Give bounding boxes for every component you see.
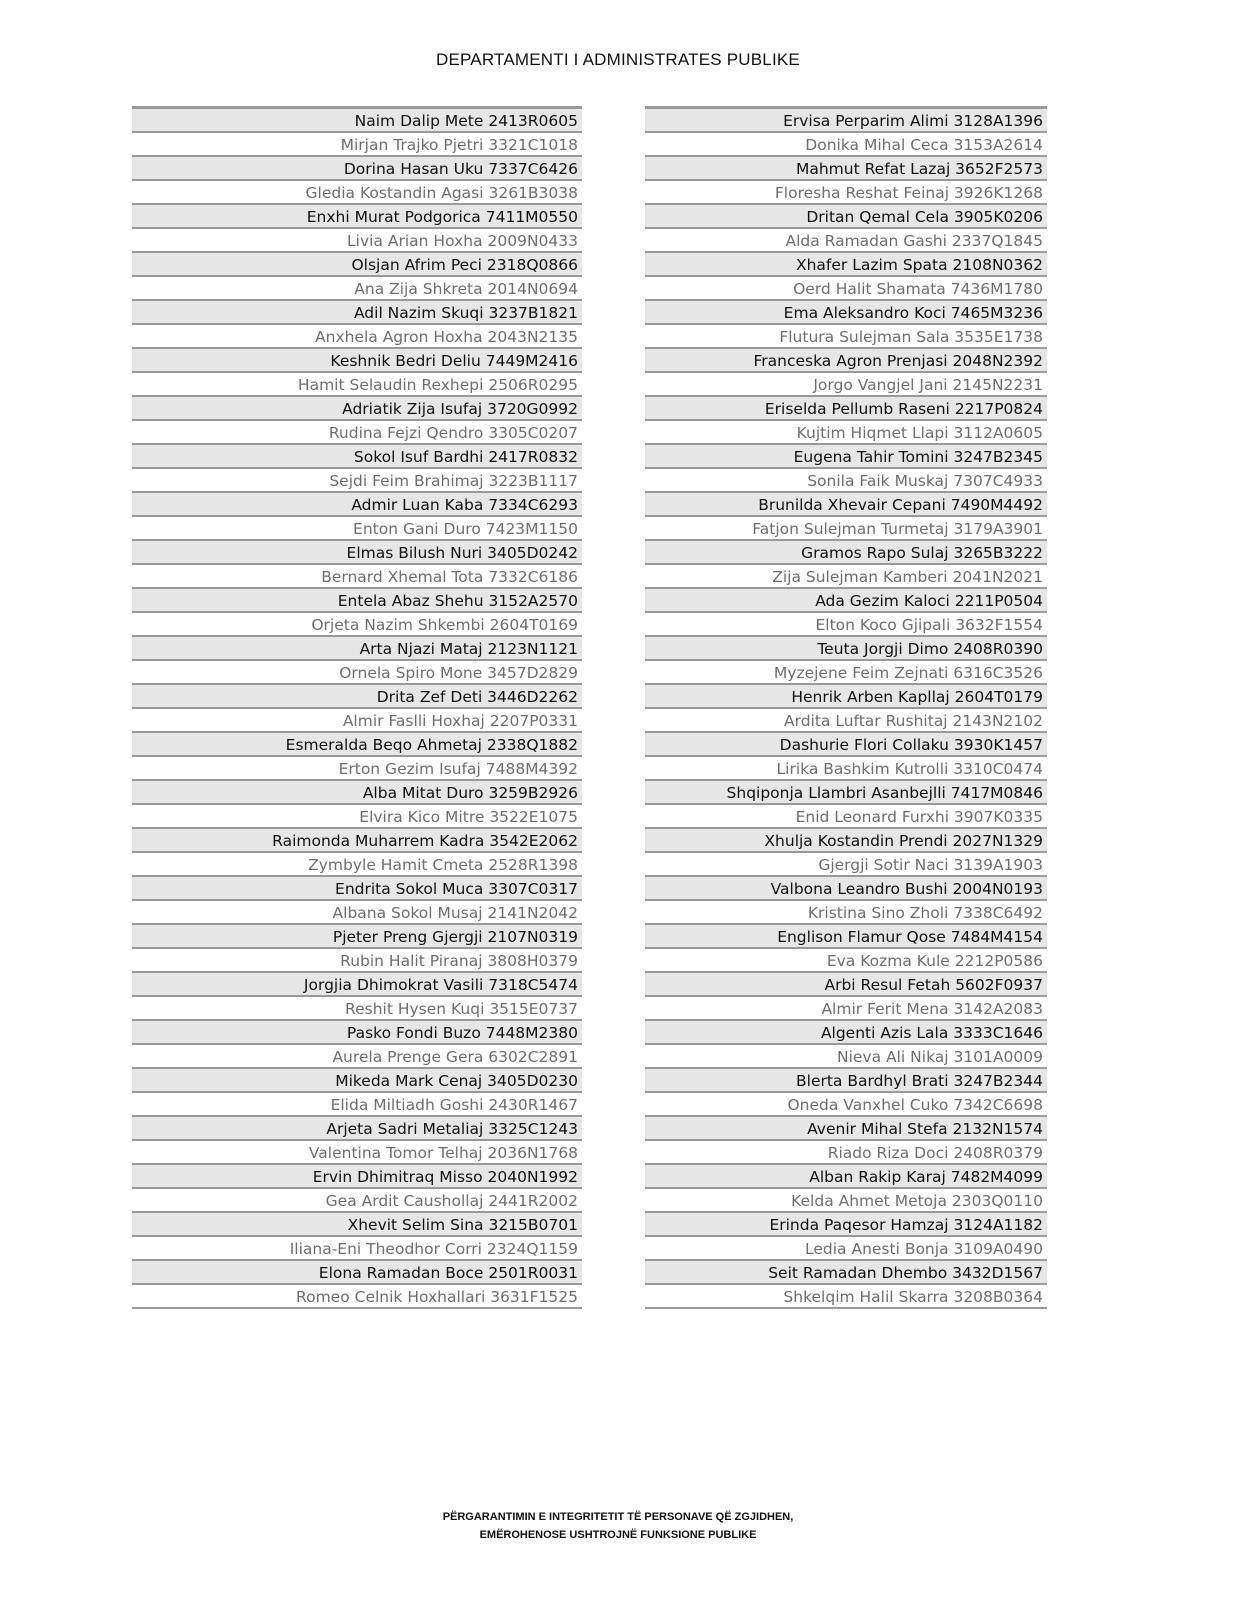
list-item: Xhevit Selim Sina 3215B0701: [132, 1213, 582, 1237]
right-name-list: [645, 106, 1047, 1309]
list-item: Rudina Fejzi Qendro 3305C0207: [132, 421, 582, 445]
list-item: Iliana-Eni Theodhor Corri 2324Q1159: [132, 1237, 582, 1261]
list-item: Avenir Mihal Stefa 2132N1574: [645, 1117, 1047, 1141]
footer-line-1: PËRGARANTIMIN E INTEGRITETIT TË PERSONAVE QË ZGJIDHEN,: [442, 1511, 794, 1523]
list-item: Adil Nazim Skuqi 3237B1821: [132, 301, 582, 325]
list-item: Ardita Luftar Rushitaj 2143N2102: [645, 709, 1047, 733]
list-item: Almir Faslli Hoxhaj 2207P0331: [132, 709, 582, 733]
list-item: Elmas Bilush Nuri 3405D0242: [132, 541, 582, 565]
list-item: Mirjan Trajko Pjetri 3321C1018: [132, 133, 582, 157]
list-item: Shkelqim Halil Skarra 3208B0364: [645, 1285, 1047, 1309]
list-item: Naim Dalip Mete 2413R0605: [132, 109, 582, 133]
list-item: Ervin Dhimitraq Misso 2040N1992: [132, 1165, 582, 1189]
list-item: Dritan Qemal Cela 3905K0206: [645, 205, 1047, 229]
list-item: Admir Luan Kaba 7334C6293: [132, 493, 582, 517]
list-item: Xhulja Kostandin Prendi 2027N1329: [645, 829, 1047, 853]
list-item: Kristina Sino Zholi 7338C6492: [645, 901, 1047, 925]
list-item: Jorgjia Dhimokrat Vasili 7318C5474: [132, 973, 582, 997]
footer-line-2: EMËROHENOSE USHTROJNË FUNKSIONE PUBLIKE: [479, 1529, 757, 1541]
list-item: Aurela Prenge Gera 6302C2891: [132, 1045, 582, 1069]
list-item: Pjeter Preng Gjergji 2107N0319: [132, 925, 582, 949]
list-item: Erton Gezim Isufaj 7488M4392: [132, 757, 582, 781]
list-item: Blerta Bardhyl Brati 3247B2344: [645, 1069, 1047, 1093]
list-item: Ana Zija Shkreta 2014N0694: [132, 277, 582, 301]
list-item: Entela Abaz Shehu 3152A2570: [132, 589, 582, 613]
list-item: Raimonda Muharrem Kadra 3542E2062: [132, 829, 582, 853]
list-item: Alba Mitat Duro 3259B2926: [132, 781, 582, 805]
list-item: Ervisa Perparim Alimi 3128A1396: [645, 109, 1047, 133]
list-item: Sokol Isuf Bardhi 2417R0832: [132, 445, 582, 469]
list-item: Eriselda Pellumb Raseni 2217P0824: [645, 397, 1047, 421]
list-item: Elton Koco Gjipali 3632F1554: [645, 613, 1047, 637]
list-item: Drita Zef Deti 3446D2262: [132, 685, 582, 709]
list-item: Valentina Tomor Telhaj 2036N1768: [132, 1141, 582, 1165]
left-name-list: [132, 106, 582, 1309]
list-item: Ema Aleksandro Koci 7465M3236: [645, 301, 1047, 325]
list-item: Kelda Ahmet Metoja 2303Q0110: [645, 1189, 1047, 1213]
list-item: Shqiponja Llambri Asanbejlli 7417M0846: [645, 781, 1047, 805]
list-item: Valbona Leandro Bushi 2004N0193: [645, 877, 1047, 901]
list-item: Dashurie Flori Collaku 3930K1457: [645, 733, 1047, 757]
list-item: Brunilda Xhevair Cepani 7490M4492: [645, 493, 1047, 517]
list-item: Zymbyle Hamit Cmeta 2528R1398: [132, 853, 582, 877]
list-item: Esmeralda Beqo Ahmetaj 2338Q1882: [132, 733, 582, 757]
list-item: Arjeta Sadri Metaliaj 3325C1243: [132, 1117, 582, 1141]
list-item: Donika Mihal Ceca 3153A2614: [645, 133, 1047, 157]
list-item: Albana Sokol Musaj 2141N2042: [132, 901, 582, 925]
list-item: Alda Ramadan Gashi 2337Q1845: [645, 229, 1047, 253]
list-item: Flutura Sulejman Sala 3535E1738: [645, 325, 1047, 349]
list-item: Oerd Halit Shamata 7436M1780: [645, 277, 1047, 301]
list-item: Algenti Azis Lala 3333C1646: [645, 1021, 1047, 1045]
list-item: Floresha Reshat Feinaj 3926K1268: [645, 181, 1047, 205]
list-item: Rubin Halit Piranaj 3808H0379: [132, 949, 582, 973]
list-item: Gea Ardit Caushollaj 2441R2002: [132, 1189, 582, 1213]
list-item: Olsjan Afrim Peci 2318Q0866: [132, 253, 582, 277]
list-item: Orjeta Nazim Shkembi 2604T0169: [132, 613, 582, 637]
list-item: Fatjon Sulejman Turmetaj 3179A3901: [645, 517, 1047, 541]
list-item: Endrita Sokol Muca 3307C0317: [132, 877, 582, 901]
list-item: Keshnik Bedri Deliu 7449M2416: [132, 349, 582, 373]
list-item: Romeo Celnik Hoxhallari 3631F1525: [132, 1285, 582, 1309]
list-item: Reshit Hysen Kuqi 3515E0737: [132, 997, 582, 1021]
page-title: DEPARTAMENTI I ADMINISTRATES PUBLIKE: [436, 50, 800, 69]
list-item: Enxhi Murat Podgorica 7411M0550: [132, 205, 582, 229]
list-item: Livia Arian Hoxha 2009N0433: [132, 229, 582, 253]
list-item: Dorina Hasan Uku 7337C6426: [132, 157, 582, 181]
list-item: Enid Leonard Furxhi 3907K0335: [645, 805, 1047, 829]
list-item: Erinda Paqesor Hamzaj 3124A1182: [645, 1213, 1047, 1237]
list-item: Seit Ramadan Dhembo 3432D1567: [645, 1261, 1047, 1285]
list-item: Anxhela Agron Hoxha 2043N2135: [132, 325, 582, 349]
list-item: Gledia Kostandin Agasi 3261B3038: [132, 181, 582, 205]
list-item: Oneda Vanxhel Cuko 7342C6698: [645, 1093, 1047, 1117]
list-item: Jorgo Vangjel Jani 2145N2231: [645, 373, 1047, 397]
list-item: Eva Kozma Kule 2212P0586: [645, 949, 1047, 973]
list-item: Nieva Ali Nikaj 3101A0009: [645, 1045, 1047, 1069]
list-item: Kujtim Hiqmet Llapi 3112A0605: [645, 421, 1047, 445]
list-item: Gramos Rapo Sulaj 3265B3222: [645, 541, 1047, 565]
list-item: Xhafer Lazim Spata 2108N0362: [645, 253, 1047, 277]
list-item: Henrik Arben Kapllaj 2604T0179: [645, 685, 1047, 709]
list-item: Ledia Anesti Bonja 3109A0490: [645, 1237, 1047, 1261]
list-item: Arta Njazi Mataj 2123N1121: [132, 637, 582, 661]
list-item: Pasko Fondi Buzo 7448M2380: [132, 1021, 582, 1045]
list-item: Elvira Kico Mitre 3522E1075: [132, 805, 582, 829]
list-item: Hamit Selaudin Rexhepi 2506R0295: [132, 373, 582, 397]
list-item: Riado Riza Doci 2408R0379: [645, 1141, 1047, 1165]
list-item: Franceska Agron Prenjasi 2048N2392: [645, 349, 1047, 373]
list-item: Eugena Tahir Tomini 3247B2345: [645, 445, 1047, 469]
list-item: Mikeda Mark Cenaj 3405D0230: [132, 1069, 582, 1093]
list-item: Alban Rakip Karaj 7482M4099: [645, 1165, 1047, 1189]
list-item: Teuta Jorgji Dimo 2408R0390: [645, 637, 1047, 661]
list-item: Bernard Xhemal Tota 7332C6186: [132, 565, 582, 589]
list-item: Zija Sulejman Kamberi 2041N2021: [645, 565, 1047, 589]
list-item: Elona Ramadan Boce 2501R0031: [132, 1261, 582, 1285]
list-item: Ada Gezim Kaloci 2211P0504: [645, 589, 1047, 613]
list-item: Lirika Bashkim Kutrolli 3310C0474: [645, 757, 1047, 781]
list-item: Ornela Spiro Mone 3457D2829: [132, 661, 582, 685]
list-item: Adriatik Zija Isufaj 3720G0992: [132, 397, 582, 421]
list-item: Arbi Resul Fetah 5602F0937: [645, 973, 1047, 997]
footer: [0, 1508, 1236, 1544]
list-item: Myzejene Feim Zejnati 6316C3526: [645, 661, 1047, 685]
list-item: Almir Ferit Mena 3142A2083: [645, 997, 1047, 1021]
list-item: Enton Gani Duro 7423M1150: [132, 517, 582, 541]
list-item: Gjergji Sotir Naci 3139A1903: [645, 853, 1047, 877]
list-item: Mahmut Refat Lazaj 3652F2573: [645, 157, 1047, 181]
list-item: Sonila Faik Muskaj 7307C4933: [645, 469, 1047, 493]
list-item: Englison Flamur Qose 7484M4154: [645, 925, 1047, 949]
list-item: Elida Miltiadh Goshi 2430R1467: [132, 1093, 582, 1117]
list-item: Sejdi Feim Brahimaj 3223B1117: [132, 469, 582, 493]
